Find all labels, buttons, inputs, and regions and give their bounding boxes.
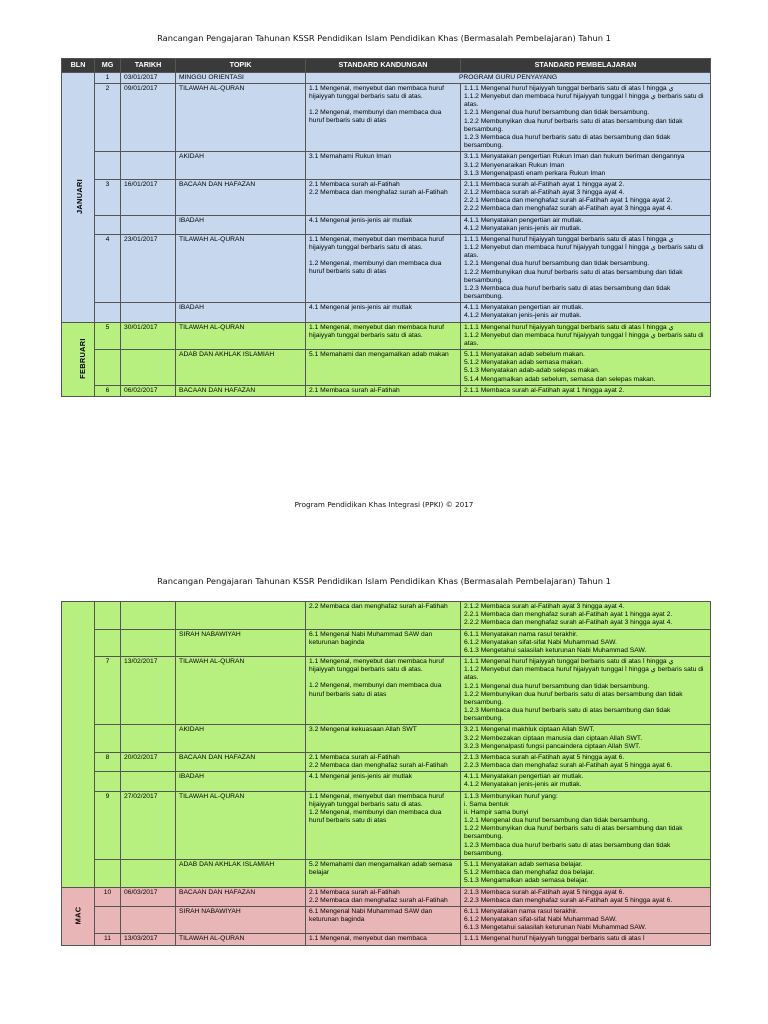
sp-item: 1.2.1 Mengenal dua huruf bersambung dan tidak bersambung. [464, 817, 650, 825]
date-cell: 27/02/2017 [121, 791, 176, 859]
date-cell: 03/01/2017 [121, 72, 176, 83]
sp-item: 1.1.1 Mengenal huruf hijaiyyah tunggal berbaris satu di atas ا hingga ي [464, 658, 674, 666]
standard-pembelajaran-cell [461, 179, 711, 215]
date-cell: 20/02/2017 [121, 752, 176, 771]
week-number: 8 [95, 752, 121, 771]
sp-item: 4.1.1 Menyatakan pengertian air mutlak. [464, 216, 584, 224]
lesson-plan-table-page-2 [61, 601, 711, 946]
date-cell [121, 303, 176, 322]
sk-item: 1.1 Mengenal, menyebut dan membaca huruf hijaiyyah tunggal berbaris satu di atas. [309, 658, 444, 674]
table-row [62, 772, 711, 791]
week-number: 5 [95, 322, 121, 350]
week-number: 1 [95, 72, 121, 83]
date-cell: 23/01/2017 [121, 234, 176, 302]
week-number: 9 [95, 791, 121, 859]
sk-item: 2.1 Membaca surah al-Fatihah [309, 386, 400, 394]
sp-item: 5.1.1 Menyatakan adab semasa belajar. [464, 860, 583, 868]
table-row [62, 657, 711, 725]
sp-item: 1.2.3 Membaca dua huruf berbaris satu di atas bersambung dan tidak bersambung. [464, 707, 671, 723]
standard-kandungan-cell [306, 859, 461, 887]
standard-kandungan-cell [306, 350, 461, 386]
sp-item: 5.1.2 Membaca dan menghafaz doa belajar. [464, 869, 595, 877]
date-cell [121, 906, 176, 934]
sp-item: ii. Hampir sama bunyi [464, 808, 529, 816]
sk-item: 2.2 Membaca dan menghafaz surah al-Fatihah [309, 762, 448, 770]
sp-item: 3.2.1 Mengenal makhluk ciptaan Allah SWT. [464, 726, 595, 734]
sk-item: 1.1 Mengenal, menyebut dan membaca [309, 935, 427, 943]
standard-kandungan-cell [306, 657, 461, 725]
sp-item: 2.2.1 Membaca dan menghafaz surah al-Fatihah ayat 1 hingga ayat 2. [464, 611, 673, 619]
topic-cell: SIRAH NABAWIYAH [176, 629, 306, 657]
table-row [62, 234, 711, 302]
sp-item: i. Sama bentuk [464, 800, 509, 808]
sp-item: 5.1.3 Menyatakan adab-adab selepas makan. [464, 367, 600, 375]
standard-pembelajaran-cell [461, 906, 711, 934]
standard-kandungan-cell [306, 629, 461, 657]
standard-pembelajaran-cell [461, 629, 711, 657]
topic-cell: AKIDAH [176, 725, 306, 753]
sp-item: 2.2.1 Membaca dan menghafaz surah al-Fatihah ayat 1 hingga ayat 2. [464, 197, 673, 205]
week-number [95, 906, 121, 934]
standard-pembelajaran-cell [461, 772, 711, 791]
week-number: 3 [95, 179, 121, 215]
sp-item: 1.1.2 Menyebut dan membaca huruf hijaiyyah tunggal ا hingga ي berbaris satu di atas. [464, 244, 704, 260]
date-cell [121, 152, 176, 180]
week-number [95, 303, 121, 322]
week-number: 11 [95, 934, 121, 945]
standard-kandungan-cell [306, 906, 461, 934]
sp-item: 4.1.2 Menyatakan jenis-jenis air mutlak. [464, 224, 582, 232]
standard-kandungan-cell [306, 772, 461, 791]
sp-item: 3.1.3 Mengenalpasti enam perkara Rukun Iman [464, 169, 606, 177]
table-row [62, 629, 711, 657]
sp-item: 1.1.2 Menyebut dan membaca huruf hijaiyyah tunggal ا hingga ي berbaris satu di atas. [464, 666, 704, 682]
table-row [62, 350, 711, 386]
sk-item: 5.2 Memahami dan mengamalkan adab semasa belajar [309, 860, 453, 877]
sp-item: 2.2.2 Membaca dan menghafaz surah al-Fatihah ayat 3 hingga ayat 4. [464, 205, 673, 213]
sp-item: 1.2.2 Membunyikan dua huruf berbaris satu di atas bersambung dan tidak bersambung. [464, 268, 683, 284]
sp-item: 2.1.3 Membaca surah al-Fatihah ayat 5 hingga ayat 6. [464, 753, 625, 761]
sp-item: 1.1.2 Menyebut dan membaca huruf hijaiyyah tunggal ا hingga ي berbaris satu di atas. [464, 331, 704, 347]
standard-pembelajaran-cell [461, 725, 711, 753]
table-row [62, 179, 711, 215]
table-row [62, 72, 711, 83]
standard-pembelajaran-cell [461, 83, 711, 151]
standard-kandungan-cell [306, 215, 461, 234]
page-title: Rancangan Pengajaran Tahunan KSSR Pendidikan Islam Pendidikan Khas (Bermasalah Pembelajaran) Tahun 1 [157, 33, 611, 43]
sp-item: 4.1.2 Menyatakan jenis-jenis air mutlak. [464, 312, 582, 320]
sp-item: 1.1.1 Mengenal huruf hijaiyyah tunggal berbaris satu di atas ا hingga ي [464, 84, 674, 92]
topic-cell: BACAAN DAN HAFAZAN [176, 385, 306, 396]
standard-kandungan-cell [306, 791, 461, 859]
topic-cell: TILAWAH AL-QURAN [176, 83, 306, 151]
standard-kandungan-cell [306, 152, 461, 180]
standard-kandungan-cell [306, 752, 461, 771]
standard-pembelajaran-cell [461, 322, 711, 350]
date-cell: 16/01/2017 [121, 179, 176, 215]
sk-item: 1.2 Mengenal, membunyi dan membaca dua huruf berbaris satu di atas [309, 808, 442, 825]
topic-cell: AKIDAH [176, 152, 306, 180]
topic-cell: TILAWAH AL-QURAN [176, 234, 306, 302]
week-number [95, 859, 121, 887]
col-header-tarikh: TARIKH [121, 59, 176, 73]
sk-item: 1.2 Mengenal, membunyi dan membaca dua huruf berbaris satu di atas [309, 260, 442, 276]
sk-item: 4.1 Mengenal jenis-jenis air mutlak [309, 304, 412, 312]
week-number: 4 [95, 234, 121, 302]
col-header-bln: BLN [62, 59, 95, 73]
topic-cell: BACAAN DAN HAFAZAN [176, 752, 306, 771]
topic-cell: TILAWAH AL-QURAN [176, 657, 306, 725]
sp-item: 2.1.1 Membaca surah al-Fatihah ayat 1 hingga ayat 2. [464, 180, 625, 188]
table-row [62, 791, 711, 859]
sp-item: 1.2.1 Mengenal dua huruf bersambung dan tidak bersambung. [464, 260, 650, 268]
sp-item: 6.1.3 Mengetahui salasilah keturunan Nabi Muhammad SAW. [464, 924, 647, 932]
week-number [95, 772, 121, 791]
sp-item: 6.1.2 Menyatakan sifat-sifat Nabi Muhammad SAW. [464, 916, 617, 924]
sp-item: 1.2.1 Mengenal dua huruf bersambung dan tidak bersambung. [464, 682, 650, 690]
week-number [95, 602, 121, 630]
standard-pembelajaran-cell [461, 859, 711, 887]
sp-item: 1.2.3 Membaca dua huruf berbaris satu di atas bersambung dan tidak bersambung. [464, 841, 671, 857]
sk-item: 1.1 Mengenal, menyebut dan membaca huruf hijaiyyah tunggal berbaris satu di atas. [309, 235, 444, 252]
sp-item: 5.1.1 Menyatakan adab sebelum makan. [464, 351, 585, 359]
sp-item: 3.2.2 Membezakan ciptaan manusia dan ciptaan Allah SWT. [464, 734, 643, 742]
sp-item: 2.1.2 Membaca surah al-Fatihah ayat 3 hingga ayat 4. [464, 603, 625, 610]
date-cell: 13/03/2017 [121, 934, 176, 945]
sp-item: 1.2.2 Membunyikan dua huruf berbaris satu di atas bersambung dan tidak bersambung. [464, 117, 683, 133]
week-number: 2 [95, 83, 121, 151]
table-row [62, 934, 711, 945]
table-row [62, 215, 711, 234]
table-row [62, 752, 711, 771]
date-cell [121, 859, 176, 887]
week-number [95, 350, 121, 386]
col-header-topik: TOPIK [176, 59, 306, 73]
table-header-row [62, 59, 711, 73]
sp-item: 6.1.1 Menyatakan nama rasul terakhir. [464, 907, 578, 915]
topic-cell: BACAAN DAN HAFAZAN [176, 179, 306, 215]
sp-item: 1.1.1 Mengenal huruf hijaiyyah tunggal berbaris satu di atas ا hingga ي [464, 323, 674, 331]
standard-pembelajaran-cell [461, 385, 711, 396]
topic-cell: TILAWAH AL-QURAN [176, 934, 306, 945]
table-row [62, 152, 711, 180]
week-number [95, 629, 121, 657]
sk-item: 1.1 Mengenal, menyebut dan membaca huruf hijaiyyah tunggal berbaris satu di atas. [309, 792, 444, 808]
sp-item: 5.1.3 Mengamalkan adab semasa belajar. [464, 877, 589, 885]
topic-cell: TILAWAH AL-QURAN [176, 791, 306, 859]
standard-kandungan-cell [306, 322, 461, 350]
sp-item: 3.2.3 Mengenalpasti fungsi pancaindera ciptaan Allah SWT. [464, 742, 641, 750]
month-cell-februari-continued [62, 602, 95, 888]
standard-kandungan-cell [306, 179, 461, 215]
table-row [62, 83, 711, 151]
date-cell [121, 629, 176, 657]
sp-item: 1.2.2 Membunyikan dua huruf berbaris satu di atas bersambung dan tidak bersambung. [464, 690, 683, 706]
sk-item: 6.1 Mengenal Nabi Muhammad SAW dan keturunan baginda [309, 907, 433, 924]
standard-pembelajaran-cell [461, 350, 711, 386]
table-row [62, 859, 711, 887]
date-cell [121, 602, 176, 630]
date-cell: 13/02/2017 [121, 657, 176, 725]
table-row [62, 322, 711, 350]
sp-item: 5.1.4 Mengamalkan adab sebelum, semasa dan selepas makan. [464, 375, 656, 383]
sk-item: 3.2 Mengenal kekuasaan Allah SWT [309, 726, 417, 734]
week-number: 7 [95, 657, 121, 725]
table-row [62, 303, 711, 322]
month-cell-februari: FEBRUARI [62, 322, 95, 396]
week-number [95, 152, 121, 180]
sp-item: 4.1.1 Menyatakan pengertian air mutlak. [464, 304, 584, 312]
col-header-standard-kandungan: STANDARD KANDUNGAN [306, 59, 461, 73]
topic-cell [176, 602, 306, 630]
standard-pembelajaran-cell [461, 887, 711, 906]
sk-item: 4.1 Mengenal jenis-jenis air mutlak [309, 216, 412, 224]
sp-item: 3.1.2 Menyenaraikan Rukun Iman [464, 161, 565, 169]
sk-item: 2.1 Membaca surah al-Fatihah [309, 180, 400, 188]
topic-cell: IBADAH [176, 303, 306, 322]
page-footer: Program Pendidikan Khas Integrasi (PPKI) © 2017 [294, 500, 474, 509]
week-number: 10 [95, 887, 121, 906]
standard-kandungan-cell [306, 602, 461, 630]
sp-item: 6.1.3 Mengetahui salasilah keturunan Nabi Muhammad SAW. [464, 646, 647, 654]
sp-item: 6.1.1 Menyatakan nama rasul terakhir. [464, 630, 578, 638]
sk-item: 2.2 Membaca dan menghafaz surah al-Fatihah [309, 603, 448, 610]
table-row [62, 385, 711, 396]
sp-item: 1.1.3 Membunyikan huruf yang: [464, 792, 558, 800]
sk-item: 2.1 Membaca surah al-Fatihah [309, 753, 400, 761]
sp-item: 2.1.3 Membaca surah al-Fatihah ayat 5 hingga ayat 6. [464, 888, 625, 896]
sk-item: 2.1 Membaca surah al-Fatihah [309, 888, 400, 896]
sp-item: 3.1.1 Menyatakan pengertian Rukun Iman dan hukum beriman dengannya [464, 153, 685, 161]
topic-cell: TILAWAH AL-QURAN [176, 322, 306, 350]
orientation-note: PROGRAM GURU PENYAYANG [306, 72, 711, 83]
sk-item: 3.1 Memahami Rukun Iman [309, 153, 392, 161]
week-number: 6 [95, 385, 121, 396]
standard-kandungan-cell [306, 83, 461, 151]
table-row [62, 725, 711, 753]
sp-item: 4.1.2 Menyatakan jenis-jenis air mutlak. [464, 781, 582, 789]
standard-kandungan-cell [306, 725, 461, 753]
standard-pembelajaran-cell [461, 934, 711, 945]
sp-item: 2.2.2 Membaca dan menghafaz surah al-Fatihah ayat 3 hingga ayat 4. [464, 619, 673, 627]
date-cell: 09/01/2017 [121, 83, 176, 151]
sp-item: 1.1.1 Mengenal huruf hijaiyyah tunggal berbaris satu di atas ا hingga ي [464, 235, 674, 243]
topic-cell: MINGGU ORIENTASI [176, 72, 306, 83]
month-cell-januari: JANUARI [62, 72, 95, 322]
date-cell [121, 725, 176, 753]
week-number [95, 725, 121, 753]
sp-item: 5.1.2 Menyatakan adab semasa makan. [464, 359, 583, 367]
sk-item: 6.1 Mengenal Nabi Muhammad SAW dan keturunan baginda [309, 630, 433, 646]
sp-item: 2.2.3 Membaca dan menghafaz surah al-Fatihah ayat 5 hingga ayat 6. [464, 896, 673, 904]
col-header-standard-pembelajaran: STANDARD PEMBELAJARAN [461, 59, 711, 73]
topic-cell: IBADAH [176, 215, 306, 234]
sp-item: 1.1.1 Mengenal huruf hijaiyyah tunggal berbaris satu di atas ا [464, 935, 645, 943]
date-cell: 06/02/2017 [121, 385, 176, 396]
week-number [95, 215, 121, 234]
standard-pembelajaran-cell [461, 791, 711, 859]
date-cell [121, 350, 176, 386]
sp-item: 1.2.3 Membaca dua huruf berbaris satu di atas bersambung dan tidak bersambung. [464, 284, 671, 301]
table-row [62, 602, 711, 630]
sp-item: 1.1.2 Menyebut dan membaca huruf hijaiyyah tunggal ا hingga ي berbaris satu di atas. [464, 93, 704, 109]
col-header-mg: MG [95, 59, 121, 73]
sk-item: 2.2 Membaca dan menghafaz surah al-Fatihah [309, 189, 448, 197]
standard-kandungan-cell [306, 234, 461, 302]
sk-item: 5.1 Memahami dan mengamalkan adab makan [309, 351, 449, 359]
page-title: Rancangan Pengajaran Tahunan KSSR Pendidikan Islam Pendidikan Khas (Bermasalah Pembelajaran) Tahun 1 [157, 576, 611, 586]
topic-cell: SIRAH NABAWIYAH [176, 906, 306, 934]
sp-item: 2.2.3 Membaca dan menghafaz surah al-Fatihah ayat 5 hingga ayat 6. [464, 762, 673, 770]
standard-kandungan-cell [306, 385, 461, 396]
standard-kandungan-cell [306, 303, 461, 322]
sk-item: 1.2 Mengenal, membunyi dan membaca dua huruf berbaris satu di atas [309, 109, 442, 125]
standard-pembelajaran-cell [461, 752, 711, 771]
sp-item: 1.2.2 Membunyikan dua huruf berbaris satu di atas bersambung dan tidak bersambung. [464, 825, 683, 841]
sk-item: 1.1 Mengenal, menyebut dan membaca huruf hijaiyyah tunggal berbaris satu di atas. [309, 323, 444, 339]
topic-cell: ADAB DAN AKHLAK ISLAMIAH [176, 350, 306, 386]
date-cell [121, 215, 176, 234]
standard-pembelajaran-cell [461, 657, 711, 725]
sk-item: 1.1 Mengenal, menyebut dan membaca huruf hijaiyyah tunggal berbaris satu di atas. [309, 84, 444, 101]
standard-pembelajaran-cell [461, 602, 711, 630]
standard-kandungan-cell [306, 887, 461, 906]
table-row [62, 906, 711, 934]
sk-item: 2.2 Membaca dan menghafaz surah al-Fatihah [309, 896, 448, 904]
topic-cell: BACAAN DAN HAFAZAN [176, 887, 306, 906]
standard-pembelajaran-cell [461, 303, 711, 322]
lesson-plan-table-page-1 [61, 58, 711, 397]
sp-item: 6.1.2 Menyatakan sifat-sifat Nabi Muhammad SAW. [464, 638, 617, 646]
standard-kandungan-cell [306, 934, 461, 945]
standard-pembelajaran-cell [461, 152, 711, 180]
table-row [62, 887, 711, 906]
sp-item: 4.1.1 Menyatakan pengertian air mutlak. [464, 773, 584, 781]
month-cell-mac: MAC [62, 887, 95, 945]
sk-item: 1.2 Mengenal, membunyi dan membaca dua huruf berbaris satu di atas [309, 682, 442, 698]
sp-item: 1.2.3 Membaca dua huruf berbaris satu di atas bersambung dan tidak bersambung. [464, 133, 671, 150]
sp-item: 1.2.1 Mengenal dua huruf bersambung dan tidak bersambung. [464, 109, 650, 117]
sp-item: 2.1.1 Membaca surah al-Fatihah ayat 1 hingga ayat 2. [464, 386, 625, 394]
sp-item: 2.1.2 Membaca surah al-Fatihah ayat 3 hingga ayat 4. [464, 189, 625, 197]
topic-cell: ADAB DAN AKHLAK ISLAMIAH [176, 859, 306, 887]
standard-pembelajaran-cell [461, 234, 711, 302]
topic-cell: IBADAH [176, 772, 306, 791]
date-cell: 30/01/2017 [121, 322, 176, 350]
standard-pembelajaran-cell [461, 215, 711, 234]
date-cell [121, 772, 176, 791]
date-cell: 06/03/2017 [121, 887, 176, 906]
sk-item: 4.1 Mengenal jenis-jenis air mutlak [309, 773, 412, 781]
